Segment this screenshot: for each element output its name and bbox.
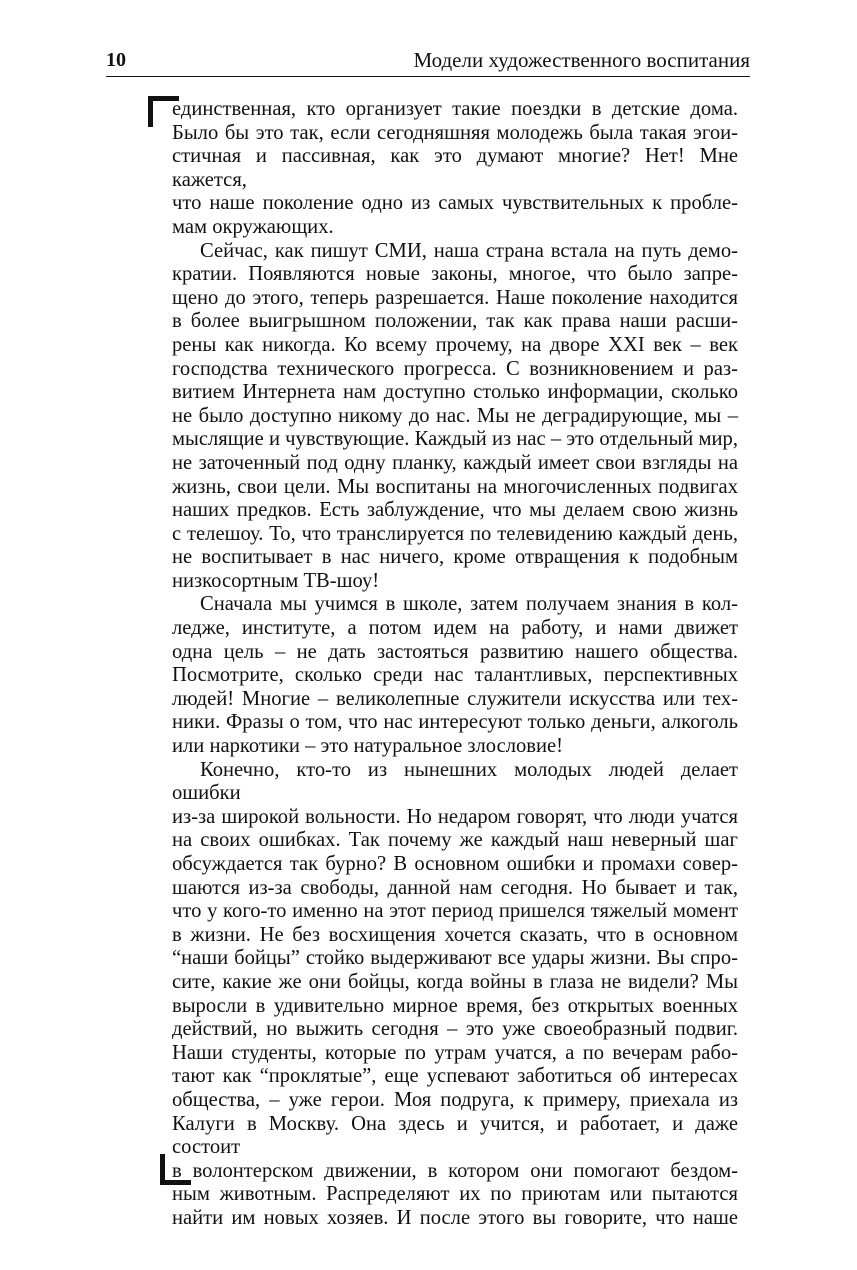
text-line: кратии. Появляются новые законы, многое, что было запре-	[172, 263, 738, 286]
text-line: ным животным. Распределяют их по приютам или пытаются	[172, 1183, 738, 1206]
text-line: “наши бойцы” стойко выдерживают все удары жизни. Вы спро-	[172, 947, 738, 970]
text-line: жизнь, свои цели. Мы воспитаны на многочисленных подвигах	[172, 475, 738, 498]
text-line: шаются из-за свободы, данной нам сегодня. Но бывает и так,	[172, 876, 738, 899]
text-line: низкосортным ТВ-шоу!	[172, 569, 380, 592]
text-line: с телешоу. То, что транслируется по телевидению каждый день,	[172, 522, 738, 545]
text-line: единственная, кто организует такие поездки в детские дома.	[172, 98, 738, 120]
text-line: господства технического прогресса. С возникновением и раз-	[172, 357, 738, 380]
text-line: общества, – уже герои. Моя подруга, к примеру, приехала из	[172, 1088, 738, 1111]
text-line: Сначала мы учимся в школе, затем получаем знания в кол-	[200, 593, 738, 616]
text-line: витием Интернета нам доступно столько информации, сколько	[172, 381, 738, 404]
text-line: людей! Многие – великолепные служители искусства или тех-	[172, 687, 738, 710]
text-line: Наши студенты, которые по утрам учатся, а по вечерам рабо-	[172, 1041, 738, 1064]
text-line: что наше поколение одно из самых чувствительных к пробле-	[172, 192, 738, 215]
text-line: найти им новых хозяев. И после этого вы говорите, что наше	[172, 1206, 738, 1229]
text-line: Сейчас, как пишут СМИ, наша страна встала на путь демо-	[200, 239, 738, 262]
text-line: из-за широкой вольности. Но недаром говорят, что люди учатся	[172, 805, 738, 828]
text-line: Калуги в Москву. Она здесь и учится, и работает, и даже состоит	[172, 1112, 738, 1159]
text-line: или наркотики – это натуральное злословие!	[172, 735, 564, 758]
text-line: мыслящие и чувствующие. Каждый из нас – это отдельный мир,	[172, 428, 738, 451]
text-line: выросли в удивительно мирное время, без открытых военных	[172, 994, 738, 1017]
text-line: стичная и пассивная, как это думают многие? Нет! Мне кажется,	[172, 145, 738, 191]
text-line: рены как никогда. Ко всему прочему, на дворе XXI век – век	[172, 333, 738, 356]
text-line: одна цель – не дать застояться развитию нашего общества.	[172, 640, 738, 663]
text-line: щено до этого, теперь разрешается. Наше поколение находится	[172, 286, 738, 309]
text-line: на своих ошибках. Так почему же каждый наш неверный шаг	[172, 829, 738, 852]
text-line: не воспитывает в нас ничего, кроме отвращения к подобным	[172, 546, 738, 569]
text-line: не заточенный под одну планку, каждый имеет свои взгляды на	[172, 451, 738, 474]
text-line: не было доступно никому до нас. Мы не деградирующие, мы –	[172, 404, 738, 427]
text-line: ники. Фразы о том, что нас интересуют только деньги, алкоголь	[172, 711, 738, 734]
text-line: ледже, институте, а потом идем на работу, и нами движет	[172, 617, 738, 640]
text-line: Было бы это так, если сегодняшняя молодежь была такая эгои-	[172, 121, 738, 144]
text-line: обсуждается так бурно? В основном ошибки и промахи совер-	[172, 853, 738, 875]
page-number: 10	[106, 49, 126, 71]
text-line: тают как “проклятые”, еще успевают заботиться об интересах	[172, 1065, 738, 1088]
text-line: в более выигрышном положении, так как права наши расши-	[172, 310, 738, 333]
text-line: наших предков. Есть заблуждение, что мы делаем свою жизнь	[172, 499, 738, 522]
text-line: Конечно, кто-то из нынешних молодых людей делает ошибки	[172, 758, 738, 805]
text-line: в жизни. Не без восхищения хочется сказать, что в основном	[172, 923, 738, 946]
text-line: Посмотрите, сколько среди нас талантливых, перспективных	[172, 664, 738, 687]
text-line: в волонтерском движении, в котором они помогают бездом-	[172, 1159, 738, 1182]
running-header	[106, 46, 750, 77]
text-line: что у кого-то именно на этот период пришелся тяжелый момент	[172, 900, 738, 923]
text-line: сите, какие же они бойцы, когда войны в глаза не видели? Мы	[172, 970, 738, 993]
text-line: действий, но выжить сегодня – это уже своеобразный подвиг.	[172, 1018, 738, 1041]
text-line: мам окружающих.	[172, 215, 334, 238]
body-text	[172, 98, 738, 1231]
running-title: Модели художественного воспитания	[413, 48, 750, 72]
